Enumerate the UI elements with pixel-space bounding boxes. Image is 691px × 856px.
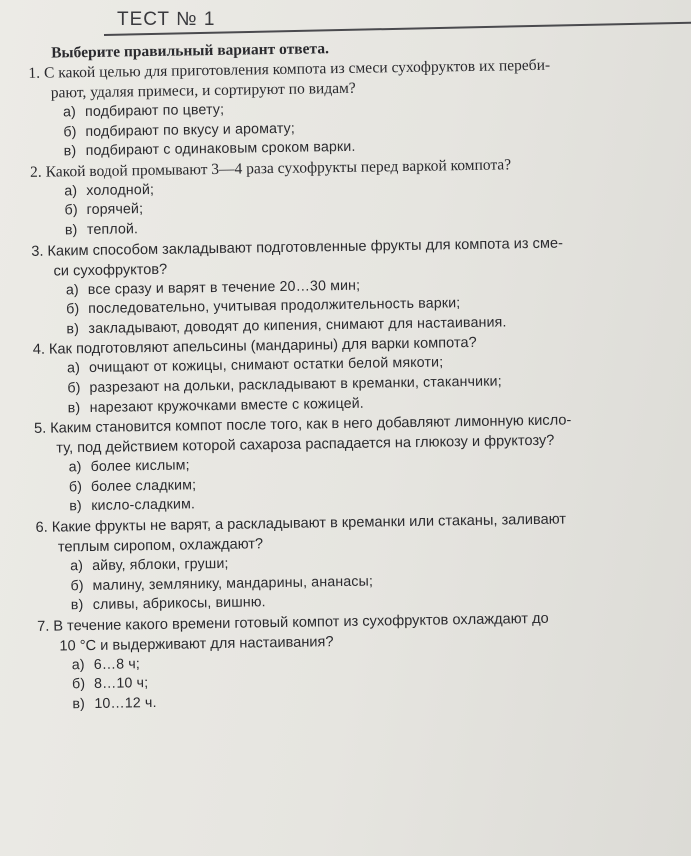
option-letter: б)	[70, 577, 84, 594]
question-2	[24, 152, 691, 242]
option-letter: в)	[72, 695, 86, 713]
option-letter: б)	[66, 301, 80, 318]
option-letter: б)	[67, 380, 81, 397]
options-list	[29, 448, 691, 518]
option-text: 8…10 ч;	[93, 675, 149, 693]
option-text: 10…12 ч.	[94, 694, 157, 712]
option-text: кисло-сладким.	[91, 496, 196, 515]
options-list	[27, 349, 691, 419]
options-list	[26, 271, 691, 341]
option-text: более сладким;	[90, 477, 197, 495]
question-line: Какие фрукты не варят, а раскладывают в креманки или стаканы, заливают	[51, 511, 567, 536]
option-text: нарезают кружочками вместе с кожицей.	[89, 395, 364, 416]
option-text: подбирают по цвету;	[84, 101, 225, 121]
question-line: С какой целью для приготовления компота из смеси сухофруктов их переби-	[43, 56, 551, 82]
options-list	[30, 547, 691, 617]
question-number: 4.	[32, 342, 46, 359]
question-number: 6.	[35, 519, 48, 536]
question-line: 10 °С и выдерживают для настаивания?	[59, 633, 334, 655]
question-1	[22, 53, 691, 163]
option-letter: в)	[67, 399, 81, 416]
option-text: более кислым;	[90, 457, 190, 476]
option-letter: а)	[68, 459, 82, 476]
option-letter: а)	[64, 182, 78, 200]
question-line: рают, удаляя примеси, и сортируют по видам?	[50, 79, 356, 102]
question-number: 1.	[28, 64, 41, 82]
question-3	[25, 231, 691, 341]
option-text: подбирают с одинаковым сроком варки.	[85, 138, 356, 160]
question-line: Как подготовляют апельсины (мандарины) для варки компота?	[48, 335, 477, 358]
options-list	[24, 172, 691, 242]
question-line: си сухофруктов?	[53, 261, 168, 280]
option-letter: б)	[68, 478, 83, 496]
question-number: 2.	[29, 163, 42, 181]
option-text: сливы, абрикосы, вишню.	[92, 594, 266, 614]
option-text: все сразу и варят в течение 20…30 мин;	[87, 277, 361, 298]
test-content	[22, 33, 691, 715]
instruction: Выберите правильный вариант ответа.	[51, 40, 330, 62]
question-number: 7.	[37, 618, 50, 635]
option-letter: а)	[65, 281, 79, 298]
option-letter: в)	[66, 320, 80, 338]
question-line: Каким способом закладывают подготовленные фрукты для компота из сме-	[47, 235, 564, 260]
option-letter: а)	[62, 104, 77, 121]
option-text: 6…8 ч;	[93, 655, 141, 673]
option-letter: в)	[69, 498, 82, 515]
question-number: 3.	[31, 243, 44, 260]
question-4	[27, 329, 691, 419]
option-letter: а)	[70, 558, 84, 575]
option-text: подбирают по вкусу и аромату;	[85, 120, 296, 140]
option-text: горячей;	[86, 201, 144, 219]
option-text: холодной;	[86, 181, 155, 199]
options-list	[32, 646, 691, 716]
option-text: очищают от кожицы, снимают остатки белой мякоти;	[88, 354, 444, 377]
question-6	[29, 507, 691, 617]
question-line: В течение какого времени готовый компот из сухофруктов охлаждают до	[53, 610, 549, 635]
option-text: айву, яблоки, груши;	[92, 555, 229, 574]
test-title: ТЕСТ № 1	[117, 9, 216, 30]
option-letter: в)	[70, 597, 84, 614]
option-letter: б)	[64, 202, 78, 219]
option-letter: а)	[71, 656, 85, 673]
option-text: малину, землянику, мандарины, ананасы;	[92, 573, 374, 594]
question-line: Каким становится компот после того, как в него добавляют лимонную кисло-	[50, 412, 572, 437]
option-text: теплой.	[86, 221, 139, 238]
option-text: разрезают на дольки, раскладывают в креманки, стаканчики;	[89, 373, 502, 396]
option-letter: б)	[71, 676, 86, 693]
question-line: теплым сиропом, охлаждают?	[57, 536, 264, 556]
option-letter: б)	[63, 123, 77, 140]
option-text: закладывают, доводят до кипения, снимают для настаивания.	[88, 314, 507, 337]
options-list	[23, 93, 691, 163]
option-text: последовательно, учитывая продолжительность варки;	[88, 295, 461, 318]
option-letter: а)	[66, 360, 81, 377]
question-7	[31, 606, 691, 716]
question-number: 5.	[33, 420, 47, 437]
question-5	[28, 408, 691, 518]
option-letter: в)	[64, 222, 78, 239]
question-line: Какой водой промывают 3—4 раза сухофрукты перед варкой компота?	[45, 156, 512, 181]
question-line: ту, под действием которой сахароза распадается на глюкозу и фруктозу?	[56, 432, 555, 457]
option-letter: в)	[63, 143, 77, 160]
